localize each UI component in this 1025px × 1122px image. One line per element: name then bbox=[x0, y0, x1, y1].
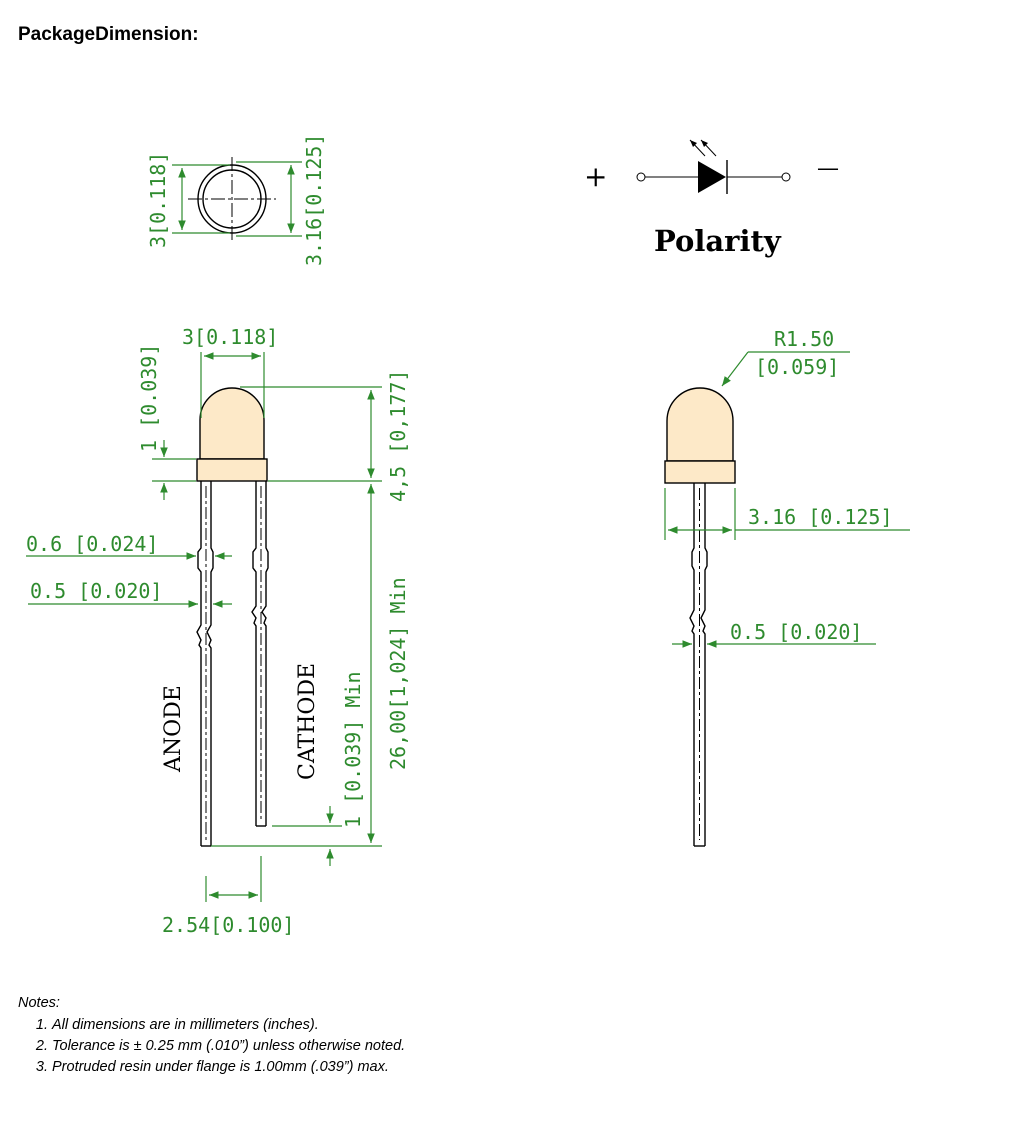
anode-terminal-icon bbox=[637, 173, 645, 181]
flange-height-dimension: 1 [0.039] bbox=[137, 343, 161, 452]
cathode-label: CATHODE bbox=[295, 662, 320, 780]
standoff-dimension: 1 [0.039] Min bbox=[341, 671, 365, 828]
notes-section bbox=[18, 995, 405, 1080]
note-item: 3. Protruded resin under flange is 1.00mm (.039”) max. bbox=[52, 1059, 405, 1075]
lead-wide-dimension: 0.6 [0.024] bbox=[26, 532, 159, 556]
anode-lead-left-edge bbox=[197, 481, 201, 846]
side-view-width-dimension: 3[0.118] bbox=[182, 325, 279, 349]
cathode-lead-right-edge bbox=[262, 481, 268, 826]
polarity-minus-sign: — bbox=[817, 156, 839, 181]
cathode-terminal-icon bbox=[782, 173, 790, 181]
cathode-lead-left-edge bbox=[252, 481, 256, 826]
top-view bbox=[146, 134, 326, 266]
led-flange bbox=[197, 459, 267, 481]
anode-lead-right-edge bbox=[207, 481, 213, 846]
page-title: PackageDimension: bbox=[18, 24, 199, 45]
polarity-plus-sign: + bbox=[584, 160, 608, 193]
notes-list bbox=[18, 1017, 405, 1075]
side-view bbox=[26, 325, 410, 937]
note-item: 1. All dimensions are in millimeters (inches). bbox=[52, 1017, 405, 1033]
end-view-lead-right-edge bbox=[701, 483, 707, 846]
anode-label: ANODE bbox=[161, 685, 186, 772]
end-view-dome bbox=[667, 388, 733, 461]
polarity-symbol bbox=[584, 140, 839, 258]
radius-leader-diagonal bbox=[722, 352, 748, 386]
polarity-label: Polarity bbox=[654, 224, 781, 258]
end-view-flange bbox=[665, 461, 735, 483]
end-view bbox=[665, 327, 910, 846]
notes-heading: Notes: bbox=[18, 995, 60, 1011]
end-view-flange-dimension: 3.16 [0.125] bbox=[748, 505, 893, 529]
end-view-lead-dimension: 0.5 [0.020] bbox=[730, 620, 863, 644]
radius-inch-dimension: [0.059] bbox=[755, 355, 840, 379]
end-view-lead-left-edge bbox=[690, 483, 694, 846]
diode-triangle-icon bbox=[698, 161, 726, 193]
radius-dimension: R1.50 bbox=[774, 327, 835, 351]
body-height-dimension: 4,5 [0,177] bbox=[386, 369, 410, 502]
top-view-flange-dimension: 3.16[0.125] bbox=[302, 133, 326, 266]
note-item: 2. Tolerance is ± 0.25 mm (.010”) unless otherwise noted. bbox=[52, 1038, 405, 1054]
pitch-dimension: 2.54[0.100] bbox=[162, 913, 295, 937]
lead-narrow-dimension: 0.5 [0.020] bbox=[30, 579, 163, 603]
top-view-outer-dimension: 3[0.118] bbox=[146, 151, 170, 248]
led-dome bbox=[200, 388, 264, 459]
lead-length-dimension: 26,00[1,024] Min bbox=[386, 577, 410, 770]
